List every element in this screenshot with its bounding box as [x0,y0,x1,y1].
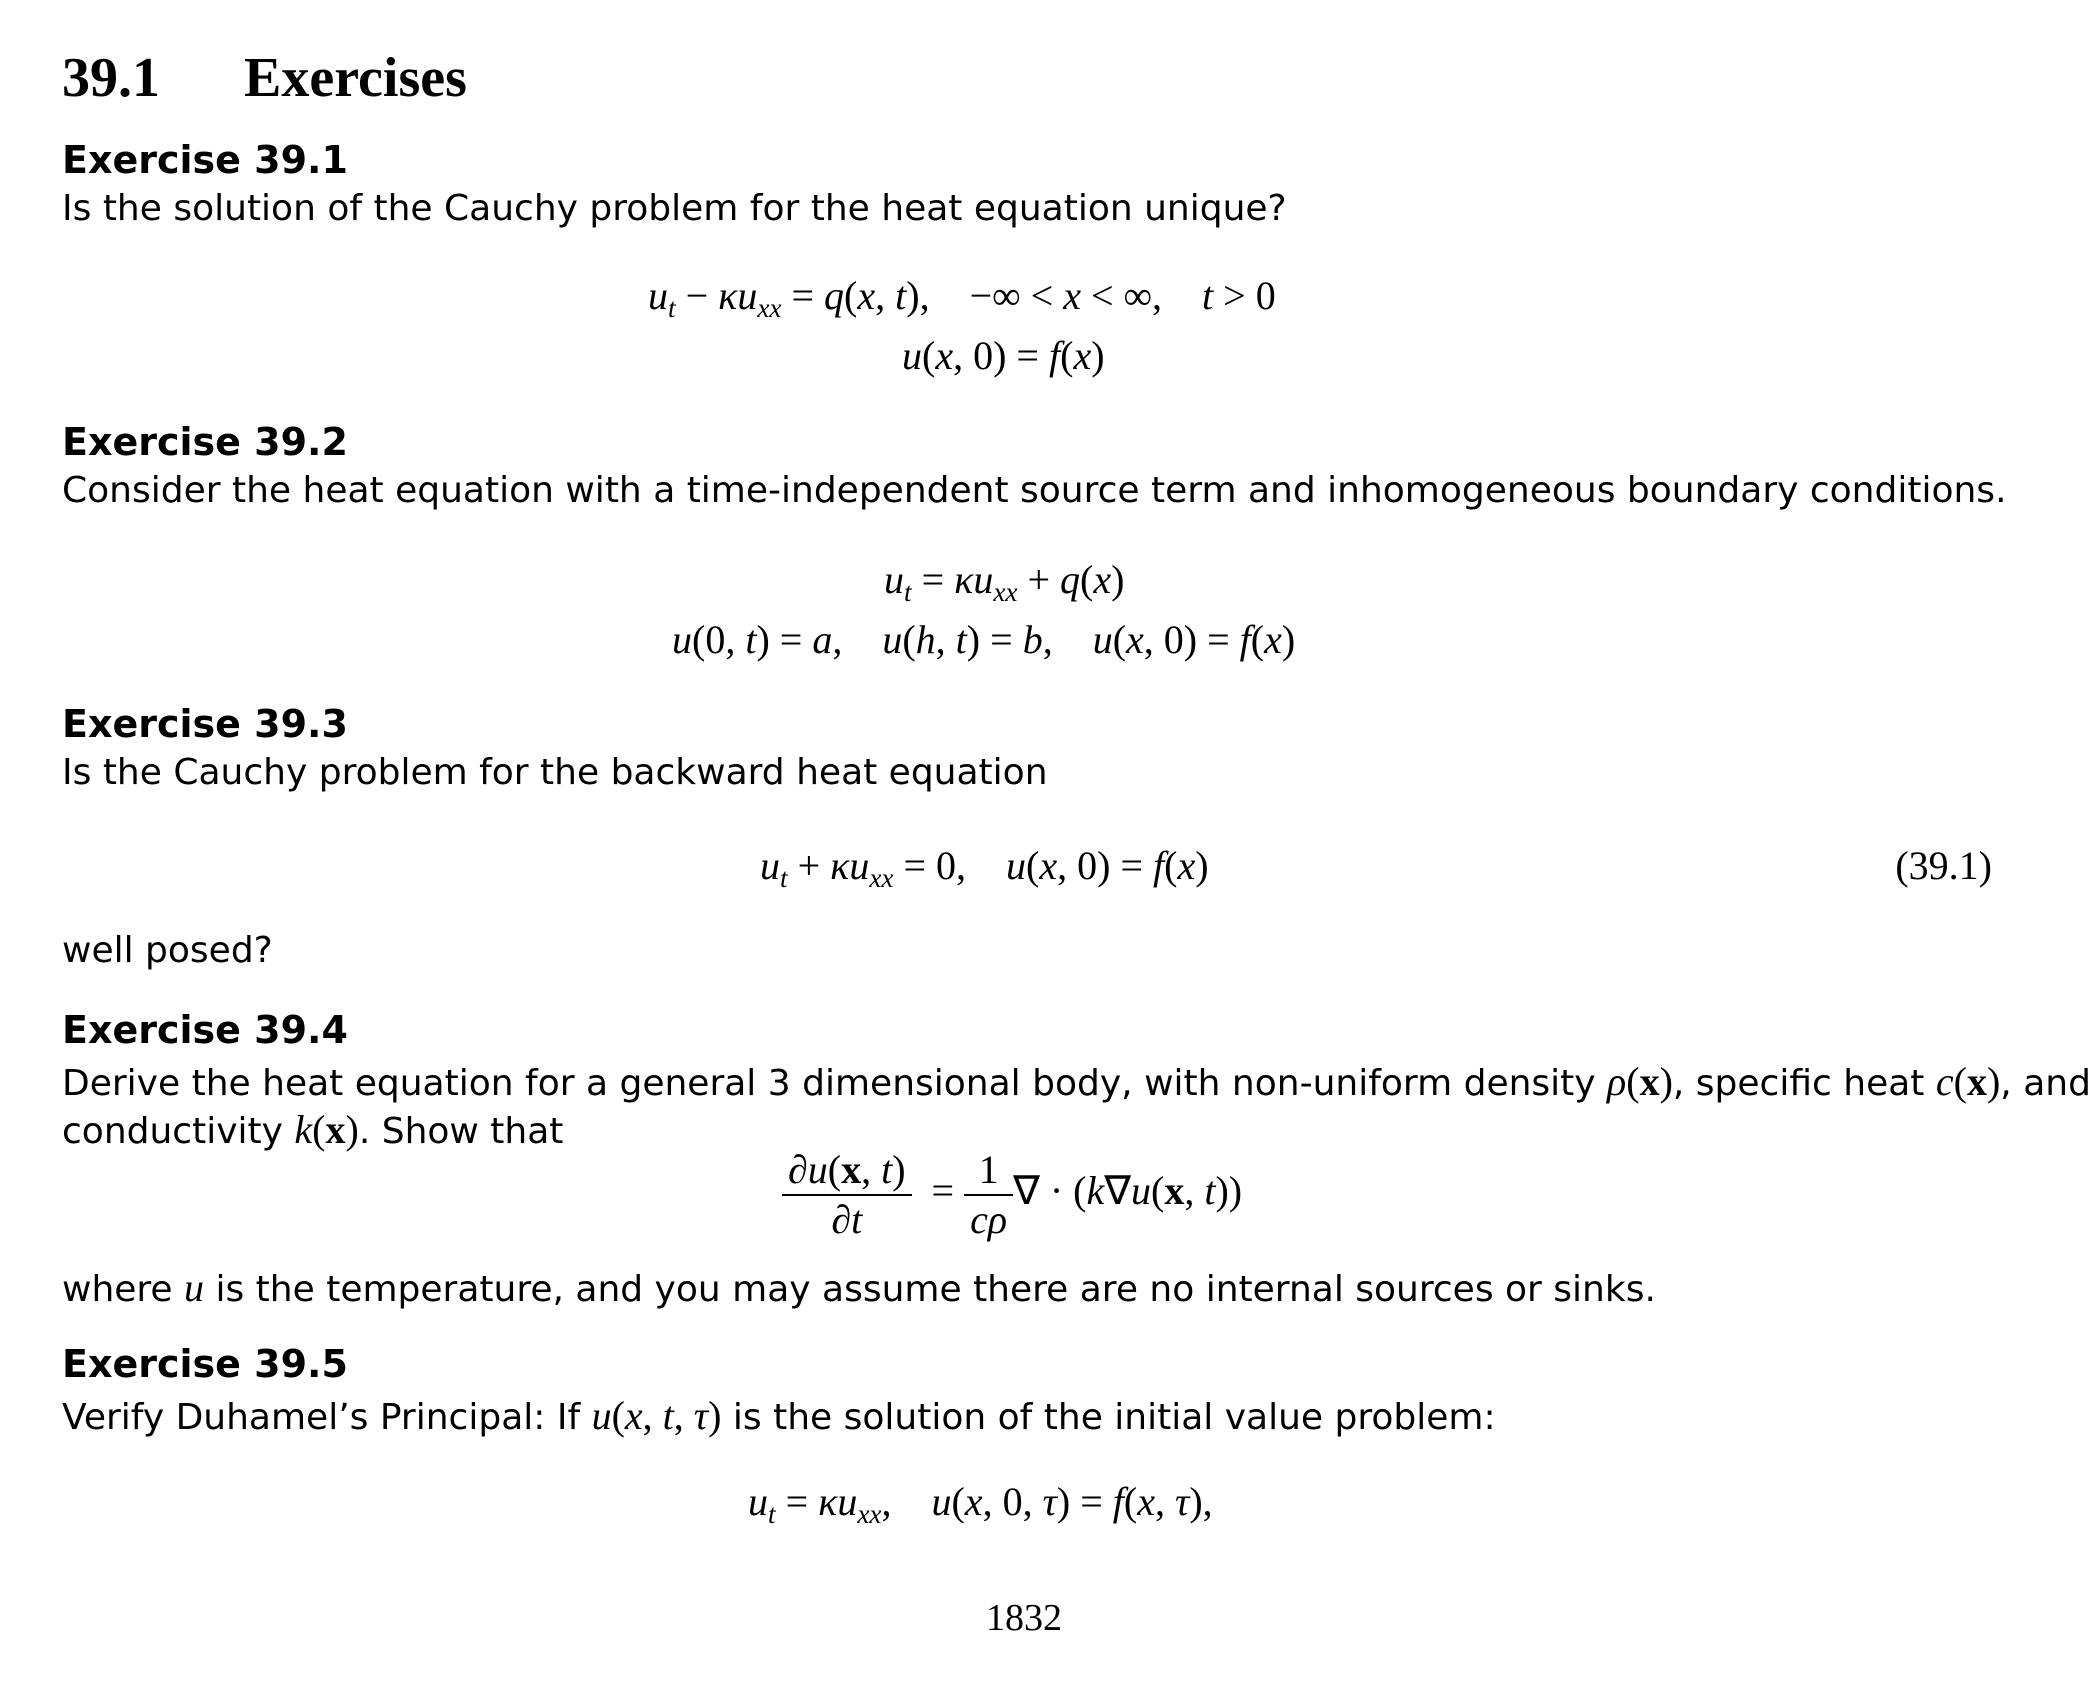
section-number: 39.1 [62,47,160,109]
exercise-text-continued: where u is the temperature, and you may assume there are no internal sources or sinks. [62,1265,1656,1310]
exercise-text-line: conductivity k(x). Show that [62,1107,564,1152]
exercise-text-continued: well posed? [62,930,273,971]
exercise-text: Is the Cauchy problem for the backward heat equation [62,752,1048,793]
equation-heat-cauchy: $u_t - \kappa u_{xx} = q(x$, t), −∞ < x < ∞, t > 0 [648,273,1276,324]
equation-general-heat: $\frac{\partial u(x, t)}{\partial t}$ = $\frac{1}{c\rho}$ ∇ · (k∇u(x, t)) [782,1146,1242,1244]
exercise-title: Exercise 39.2 [62,420,348,464]
exercise-title: Exercise 39.4 [62,1008,348,1052]
equation-initial-condition: u(x, 0) = f(x) [902,333,1105,378]
equation-heat-source: $u_t = \kappa u_{xx} + q(x)$ [884,557,1125,608]
equation-boundary-conditions: u(0, t) = a, u(h, t) = b, u(x, 0) = f(x) [672,617,1296,662]
exercise-title: Exercise 39.3 [62,702,348,746]
equation-backward-heat: $u_t + \kappa u_{xx} = 0$, u(x, 0) = f(x) [760,843,1209,894]
equation-duhamel: $u_t = \kappa u_{xx}$, u(x, 0, τ) = f(x, τ), [748,1479,1213,1530]
exercise-title: Exercise 39.1 [62,138,348,182]
exercise-text: Is the solution of the Cauchy problem for the heat equation unique? [62,188,1287,229]
page-number: 1832 [986,1597,1062,1639]
exercise-text-line: Derive the heat equation for a general 3 dimensional body, with non-uniform density ρ(x), specific heat c(x), and [62,1059,2091,1104]
section-heading [62,46,467,110]
section-title: Exercises [244,47,467,109]
equation-number: (39.1) [1895,843,1992,888]
exercise-text: Verify Duhamel’s Principal: If u(x, t, τ) is the solution of the initial value problem: [62,1393,1496,1438]
exercise-text: Consider the heat equation with a time-independent source term and inhomogeneous boundary conditions. [62,470,2007,511]
exercise-title: Exercise 39.5 [62,1342,348,1386]
